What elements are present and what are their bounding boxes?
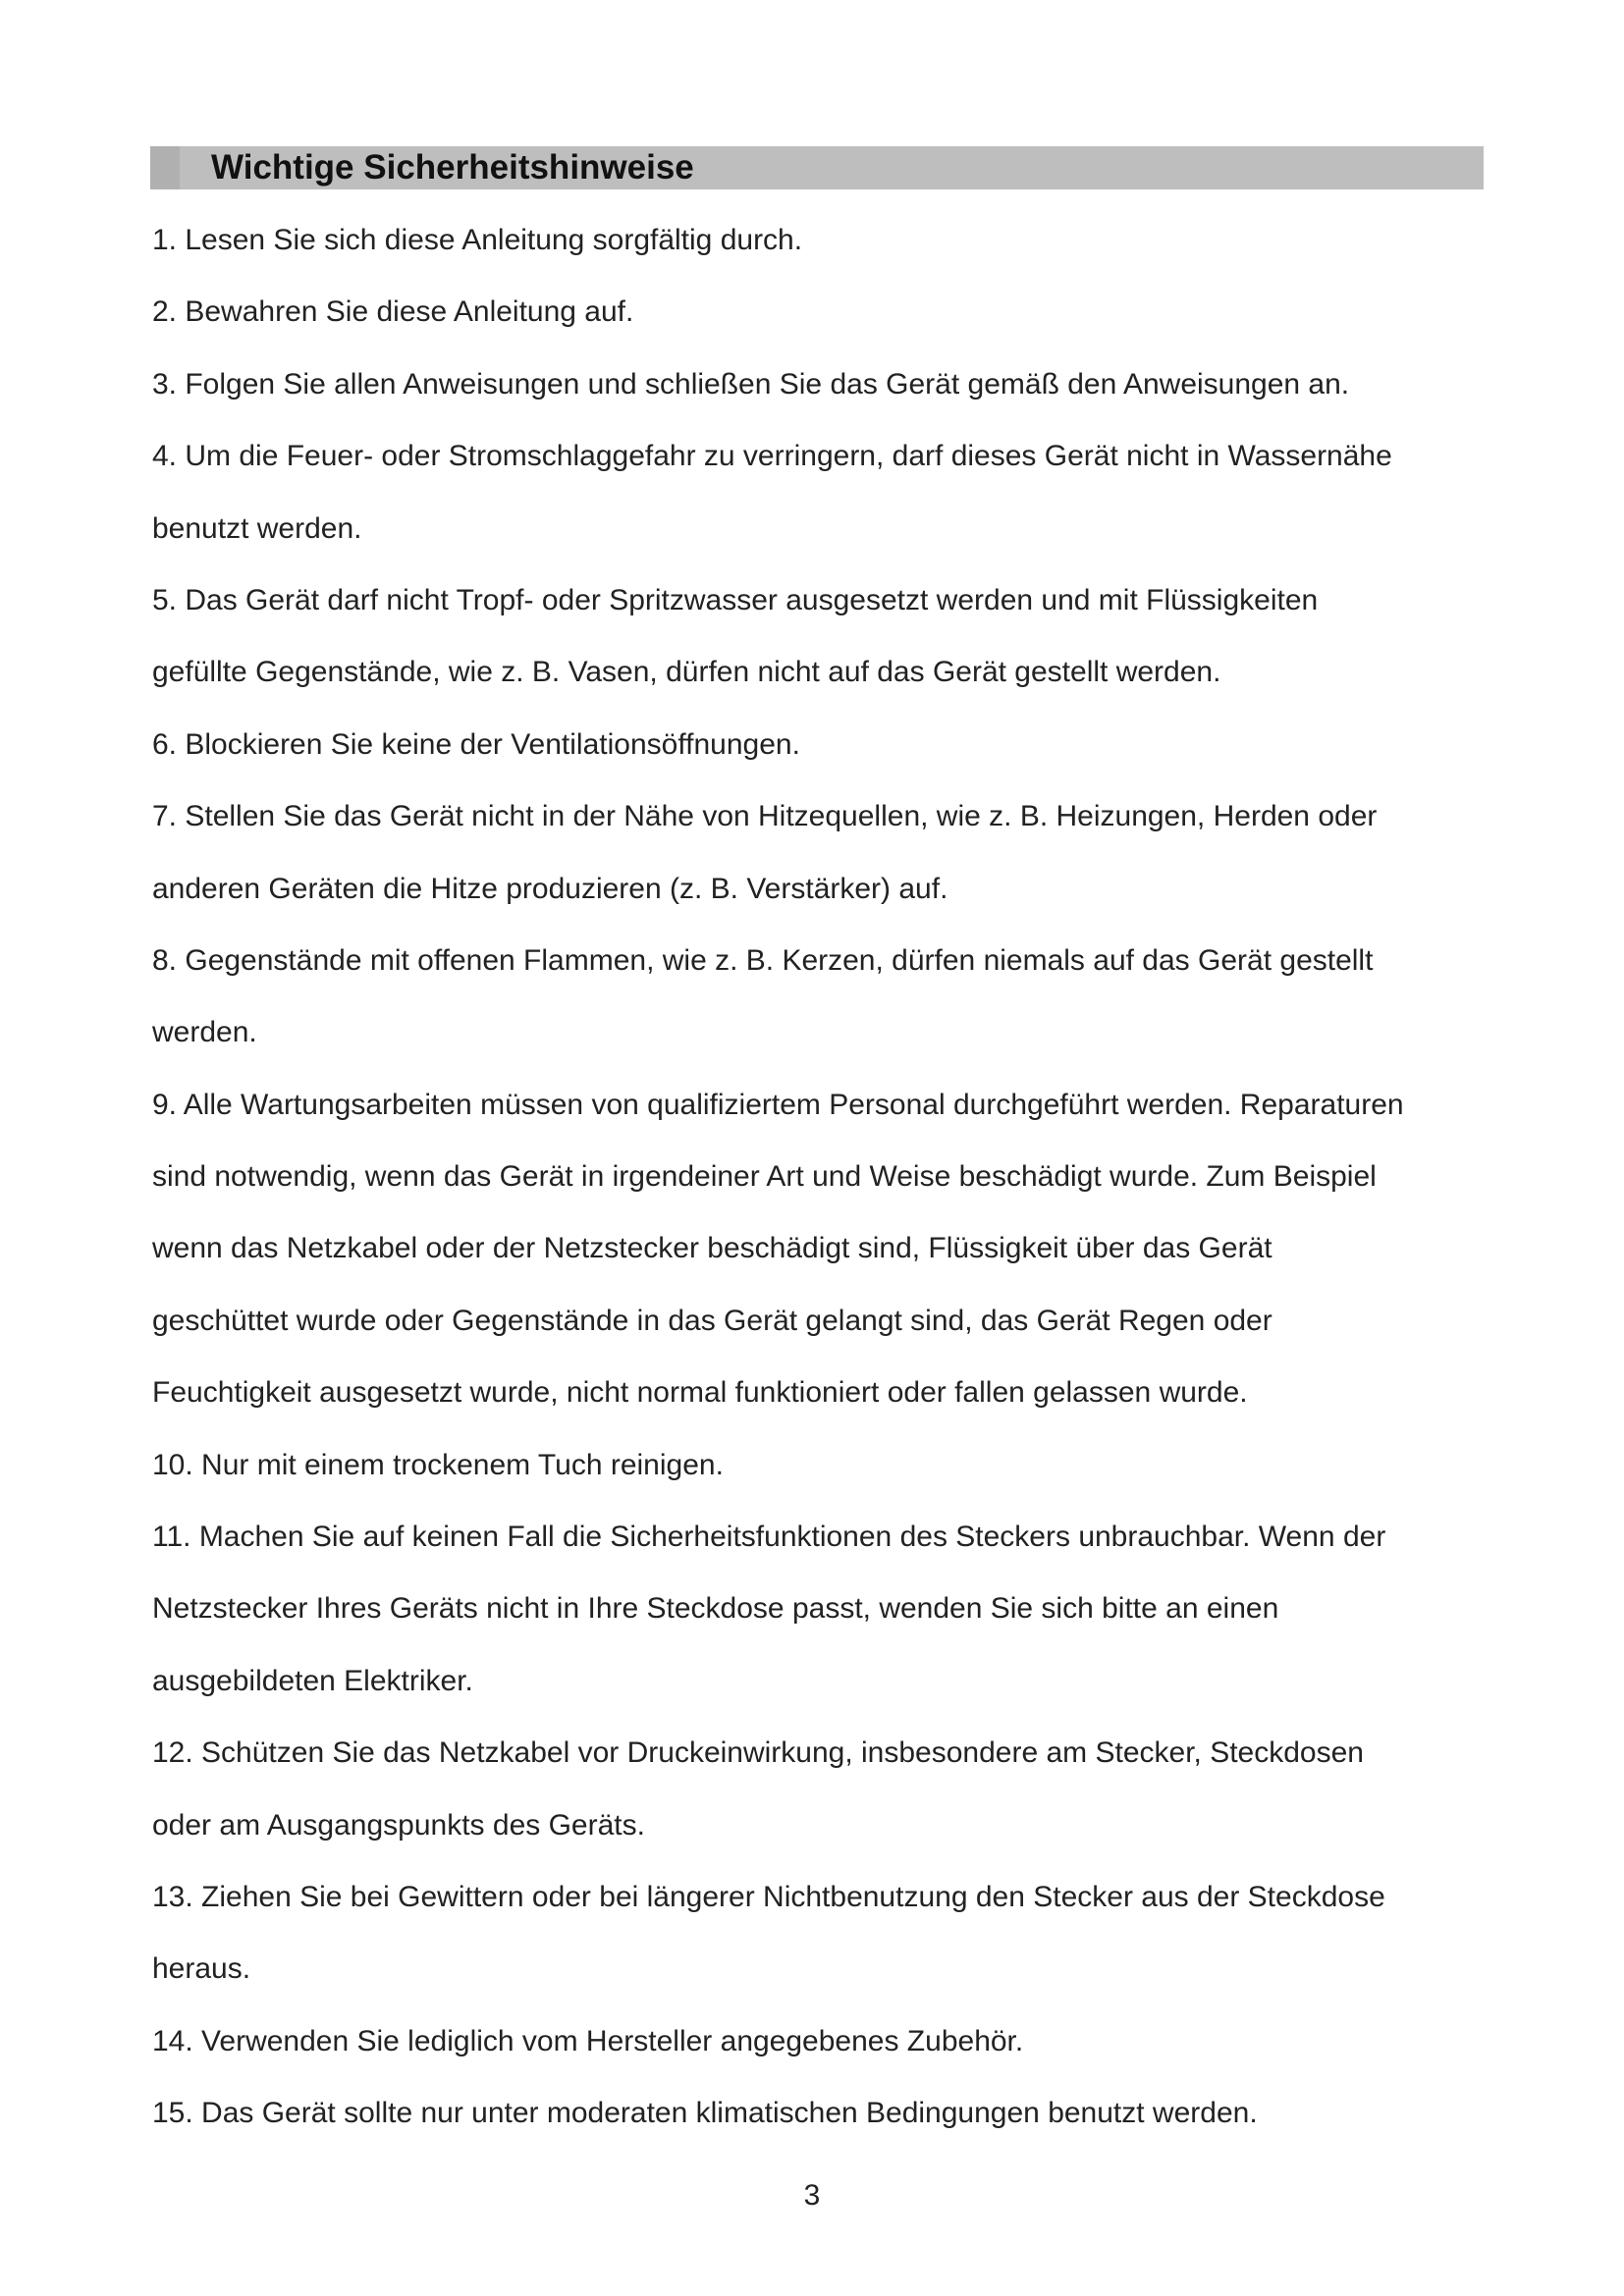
text-line: 2. Bewahren Sie diese Anleitung auf. [152,295,634,329]
text-line: benutzt werden. [152,511,362,545]
text-line: 10. Nur mit einem trockenem Tuch reinigen. [152,1448,724,1481]
page-number: 3 [803,2179,821,2212]
text-line: anderen Geräten die Hitze produzieren (z. B. Verstärker) auf. [152,872,948,905]
heading-bar-accent [150,146,180,189]
text-line: wenn das Netzkabel oder der Netzstecker beschädigt sind, Flüssigkeit über das Gerät [152,1232,1272,1265]
text-line: 5. Das Gerät darf nicht Tropf- oder Spritzwasser ausgesetzt werden und mit Flüssigkeiten [152,583,1319,616]
text-line: 4. Um die Feuer- oder Stromschlaggefahr zu verringern, darf dieses Gerät nicht in Wassernähe [152,440,1392,473]
safety-instructions-list [152,218,1488,2163]
text-line: gefüllte Gegenstände, wie z. B. Vasen, dürfen nicht auf das Gerät gestellt werden. [152,656,1221,689]
text-line: 8. Gegenstände mit offenen Flammen, wie z. B. Kerzen, dürfen niemals auf das Gerät gestellt [152,943,1374,977]
text-line: Netzstecker Ihres Geräts nicht in Ihre Steckdose passt, wenden Sie sich bitte an einen [152,1592,1279,1626]
text-line: 7. Stellen Sie das Gerät nicht in der Nähe von Hitzequellen, wie z. B. Heizungen, Herden oder [152,800,1378,833]
text-line: heraus. [152,1952,251,1986]
text-line: 11. Machen Sie auf keinen Fall die Sicherheitsfunktionen des Steckers unbrauchbar. Wenn der [152,1521,1386,1554]
text-line: Feuchtigkeit ausgesetzt wurde, nicht normal funktioniert oder fallen gelassen wurde. [152,1376,1248,1410]
page-title: Wichtige Sicherheitshinweise [211,148,694,187]
text-line: 3. Folgen Sie allen Anweisungen und schließen Sie das Gerät gemäß den Anweisungen an. [152,367,1350,400]
text-line: geschüttet wurde oder Gegenstände in das Gerät gelangt sind, das Gerät Regen oder [152,1304,1272,1337]
text-line: 1. Lesen Sie sich diese Anleitung sorgfältig durch. [152,224,803,256]
text-line: 14. Verwenden Sie lediglich vom Hersteller angegebenes Zubehör. [152,2024,1024,2057]
text-line: ausgebildeten Elektriker. [152,1664,473,1697]
text-line: 15. Das Gerät sollte nur unter moderaten klimatischen Bedingungen benutzt werden. [152,2097,1258,2130]
text-line: 9. Alle Wartungsarbeiten müssen von qualifiziertem Personal durchgeführt werden. Reparaturen [152,1088,1404,1121]
text-line: 6. Blockieren Sie keine der Ventilationsöffnungen. [152,727,800,761]
text-line: 13. Ziehen Sie bei Gewittern oder bei längerer Nichtbenutzung den Stecker aus der Steckdose [152,1880,1385,1913]
text-line: oder am Ausgangspunkts des Geräts. [152,1808,645,1842]
text-line: 12. Schützen Sie das Netzkabel vor Druckeinwirkung, insbesondere am Stecker, Steckdosen [152,1736,1364,1770]
text-line: werden. [152,1016,257,1049]
text-line: sind notwendig, wenn das Gerät in irgendeiner Art und Weise beschädigt wurde. Zum Beispiel [152,1160,1377,1194]
